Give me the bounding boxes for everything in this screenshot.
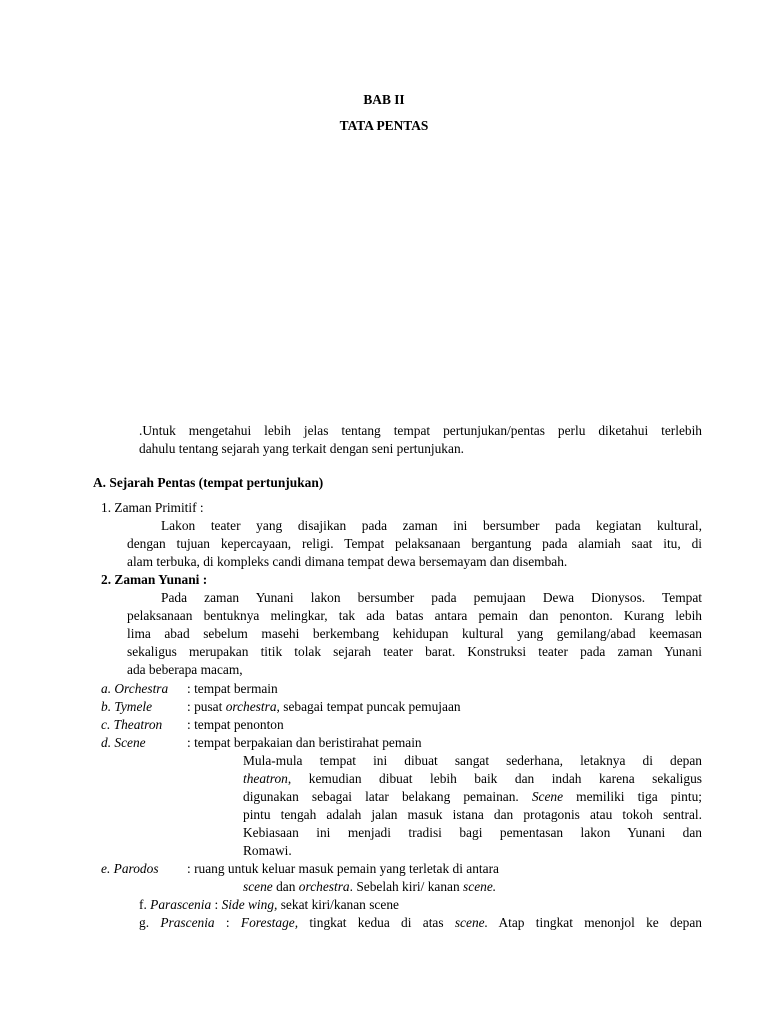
scene-desc-line-6: Romawi. [243, 843, 292, 858]
item-label: a. Orchestra [101, 681, 169, 696]
zaman-primitif-line-2: dengan tujuan kepercayaan, religi. Tempat pelaksanaan bergantung pada alamiah saat itu, di [127, 536, 702, 551]
item-text: tingkat kedua di atas [298, 915, 455, 930]
scene-desc-text: digunakan sebagai latar belakang pemainan. [243, 789, 532, 804]
list-item-parodos [101, 860, 499, 878]
item-text: : pusat [187, 699, 226, 714]
item-prefix: f. [139, 897, 151, 912]
parodos-italic-1: scene [243, 879, 273, 894]
parodos-line-2 [243, 878, 496, 896]
zaman-yunani-line-1: Pada zaman Yunani lakon bersumber pada pemujaan Dewa Dionysos. Tempat [161, 590, 702, 605]
scene-desc-line-2 [243, 770, 702, 788]
scene-desc-text-post: memiliki tiga pintu; [563, 789, 702, 804]
item-prefix: g. [139, 915, 161, 930]
chapter-heading: BAB II [363, 92, 405, 107]
item-text: : tempat penonton [187, 717, 284, 732]
zaman-yunani-line-3: lima abad sebelum masehi berkembang kehidupan kultural yang gemilang/abad keemasan [127, 626, 702, 641]
zaman-primitif-line-1: Lakon teater yang disajikan pada zaman ini bersumber pada kegiatan kultural, [161, 518, 702, 533]
item-label: b. Tymele [101, 699, 153, 714]
item-italic: Forestage, [240, 915, 299, 930]
list-item-prascenia [139, 914, 702, 932]
item-text: : ruang untuk keluar masuk pemain yang terletak di antara [187, 861, 499, 876]
page-title: TATA PENTAS [339, 118, 429, 133]
item-italic-2: scene. [454, 915, 488, 930]
zaman-yunani-line-2: pelaksanaan bentuknya melingkar, tak ada batas antara pemain dan penonton. Kurang lebih [127, 608, 702, 623]
scene-desc-text: , kemudian dibuat lebih baik dan indah karena sekaligus [287, 771, 702, 786]
parodos-italic-3: scene. [463, 879, 497, 894]
item-sep: : [214, 915, 241, 930]
list-item-tymele [101, 698, 461, 716]
list-item-theatron [101, 716, 284, 734]
item-label: e. Parodos [101, 861, 159, 876]
section-a-heading: A. Sejarah Pentas (tempat pertunjukan) [93, 475, 324, 490]
list-item-orchestra [101, 680, 278, 698]
scene-desc-italic: Scene [531, 789, 564, 804]
zaman-primitif-line-3: alam terbuka, di kompleks candi dimana tempat dewa bersemayam dan disembah. [127, 554, 568, 569]
item-sep: : [211, 897, 222, 912]
item-text-post: , sebagai tempat puncak pemujaan [276, 699, 461, 714]
intro-line-2: dahulu tentang sejarah yang terkait dengan seni pertunjukan. [139, 441, 464, 456]
scene-desc-italic: theatron [243, 771, 288, 786]
item-text: sekat kiri/kanan scene [277, 897, 399, 912]
parodos-italic-2: orchestra [298, 879, 350, 894]
item-label: c. Theatron [101, 717, 163, 732]
item-label: Parascenia [150, 897, 212, 912]
list-item-scene [101, 734, 422, 752]
scene-desc-line-1: Mula-mula tempat ini dibuat sangat sederhana, letaknya di depan [243, 753, 702, 768]
item-label: Prascenia [160, 915, 215, 930]
item-text: : tempat berpakaian dan beristirahat pemain [187, 735, 422, 750]
zaman-yunani-line-5: ada beberapa macam, [127, 662, 243, 677]
list-item-parascenia [139, 896, 399, 914]
parodos-text-2: . Sebelah kiri/ kanan [349, 879, 464, 894]
scene-desc-line-5: Kebiasaan ini menjadi tradisi bagi pementasan lakon Yunani dan [243, 825, 702, 840]
item-italic: Side wing, [221, 897, 278, 912]
zaman-primitif-heading: 1. Zaman Primitif : [101, 500, 204, 515]
scene-desc-line-3 [243, 788, 702, 806]
zaman-yunani-heading: 2. Zaman Yunani : [101, 572, 208, 587]
zaman-yunani-line-4: sekaligus merupakan titik tolak sejarah teater barat. Konstruksi teater pada zaman Yunani [127, 644, 702, 659]
item-text-italic: orchestra [225, 699, 277, 714]
item-text: : tempat bermain [187, 681, 278, 696]
item-text-2: Atap tingkat menonjol ke depan [487, 915, 702, 930]
item-label: d. Scene [101, 735, 146, 750]
scene-desc-line-4: pintu tengah adalah jalan masuk istana dan protagonis atau tokoh sentral. [243, 807, 702, 822]
intro-line-1: .Untuk mengetahui lebih jelas tentang tempat pertunjukan/pentas perlu diketahui terlebih [139, 423, 702, 438]
parodos-text-1: dan [272, 879, 299, 894]
